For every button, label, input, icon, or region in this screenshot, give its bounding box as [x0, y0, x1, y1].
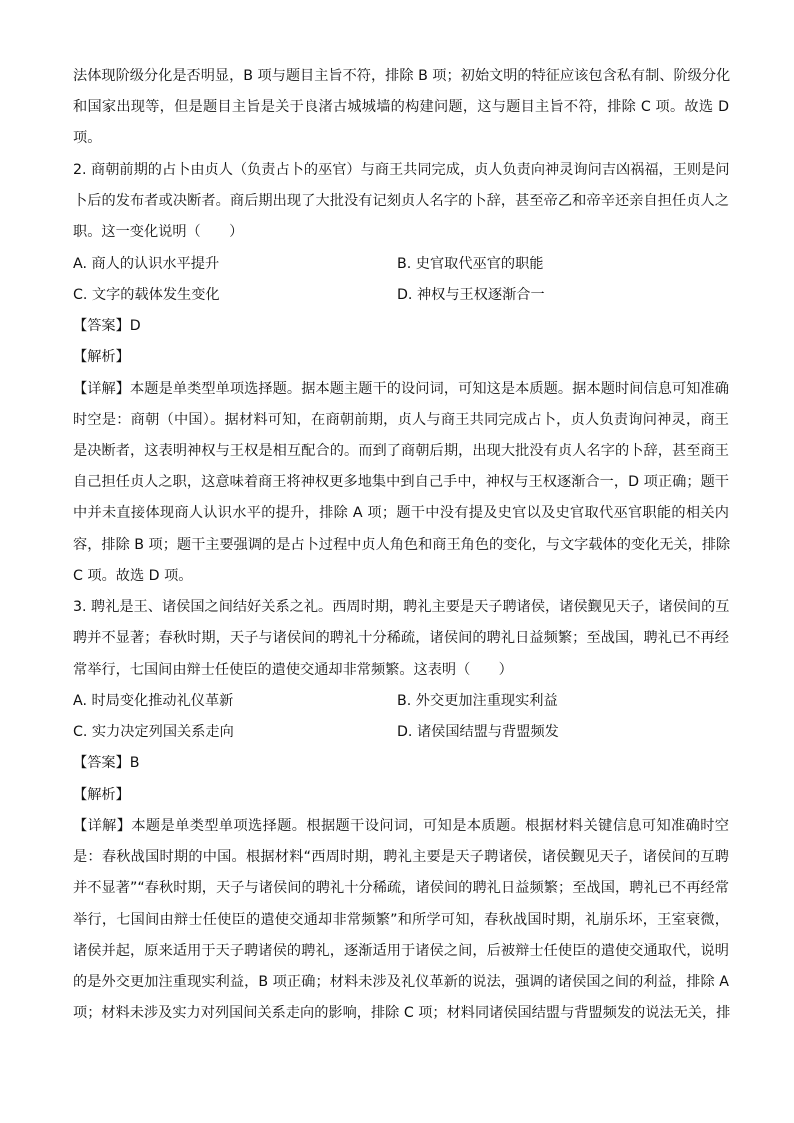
answer-line: 【答案】B	[73, 755, 140, 771]
question-stem-line: 常举行，七国间由辩士任使臣的遣使交通却非常频繁。这表明（ ）	[73, 662, 513, 678]
detail-line: 容，排除 B 项；题干主要强调的是占卜过程中贞人角色和商王角色的变化，与文字载体的变化无关，排除	[73, 537, 731, 553]
question-stem-line: 职。这一变化说明（ ）	[73, 224, 244, 240]
detail-line: 并不显著”“春秋时期，天子与诸侯间的聘礼十分稀疏，诸侯间的聘礼日益频繁；至战国，聘礼已不再经常	[73, 880, 729, 896]
option-a: A. 商人的认识水平提升	[73, 256, 220, 272]
detail-line: 项；材料未涉及实力对列国间关系走向的影响，排除 C 项；材料同诸侯国结盟与背盟频发的说法无关，排	[73, 1005, 731, 1021]
detail-line: 的是外交更加注重现实利益，B 项正确；材料未涉及礼仪革新的说法，强调的诸侯国之间的利益，排除 A	[73, 974, 729, 990]
detail-line: 是决断者，这表明神权与王权是相互配合的。而到了商朝后期，出现大批没有贞人名字的卜辞，甚至商王	[73, 443, 729, 459]
detail-line: 【详解】本题是单类型单项选择题。据本题主题干的设问词，可知这是本质题。据本题时间信息可知准确	[73, 381, 729, 397]
question-stem-line: 2. 商朝前期的占卜由贞人（负责占卜的巫官）与商王共同完成，贞人负责向神灵询问吉凶祸福，王则是问	[73, 162, 730, 178]
detail-line: 是：春秋战国时期的中国。根据材料“西周时期，聘礼主要是天子聘诸侯，诸侯觐见天子，诸侯间的互聘	[73, 849, 729, 865]
analysis-label: 【解析】	[73, 349, 130, 365]
detail-line: 自己担任贞人之职，这意味着商王将神权更多地集中到自己手中，神权与王权逐渐合一，D 项正确；题干	[73, 474, 729, 490]
detail-line: 举行，七国间由辩士任使臣的遣使交通却非常频繁”和所学可知，春秋战国时期，礼崩乐坏，王室衰微，	[73, 912, 729, 928]
option-c: C. 实力决定列国关系走向	[73, 724, 234, 740]
detail-line: C 项。故选 D 项。	[73, 568, 193, 584]
option-d: D. 神权与王权逐渐合一	[397, 287, 545, 303]
question-stem-line: 3. 聘礼是王、诸侯国之间结好关系之礼。西周时期，聘礼主要是天子聘诸侯，诸侯觐见天子，诸侯间的互	[73, 599, 730, 615]
detail-line: 中并未直接体现商人认识水平的提升，排除 A 项；题干中没有提及史官以及史官取代巫官职能的相关内	[73, 505, 729, 521]
question-stem-line: 聘并不显著；春秋时期，天子与诸侯间的聘礼十分稀疏，诸侯间的聘礼日益频繁；至战国，聘礼已不再经	[73, 630, 729, 646]
paragraph-line: 和国家出现等，但是题目主旨是关于良渚古城城墙的构建问题，这与题目主旨不符，排除 C 项。故选 D	[73, 99, 729, 115]
paragraph-line: 项。	[73, 130, 102, 146]
question-stem-line: 卜后的发布者或决断者。商后期出现了大批没有记刻贞人名字的卜辞，甚至帝乙和帝辛还亲自担任贞人之	[73, 193, 729, 209]
detail-line: 时空是：商朝（中国）。据材料可知，在商朝前期，贞人与商王共同完成占卜，贞人负责询问神灵，商王	[73, 412, 729, 428]
option-b: B. 外交更加注重现实利益	[397, 693, 558, 709]
paragraph-line: 法体现阶级分化是否明显，B 项与题目主旨不符，排除 B 项；初始文明的特征应该包含私有制、阶级分化	[73, 68, 731, 84]
option-a: A. 时局变化推动礼仪革新	[73, 693, 234, 709]
option-b: B. 史官取代巫官的职能	[397, 256, 544, 272]
answer-line: 【答案】D	[73, 318, 141, 334]
detail-line: 诸侯并起，原来适用于天子聘诸侯的聘礼，逐渐适用于诸侯之间，后被辩士任使臣的遣使交通取代，说明	[73, 943, 729, 959]
detail-line: 【详解】本题是单类型单项选择题。根据题干设问词，可知是本质题。根据材料关键信息可知准确时空	[73, 818, 729, 834]
analysis-label: 【解析】	[73, 787, 130, 803]
option-d: D. 诸侯国结盟与背盟频发	[397, 724, 559, 740]
option-c: C. 文字的载体发生变化	[73, 287, 220, 303]
